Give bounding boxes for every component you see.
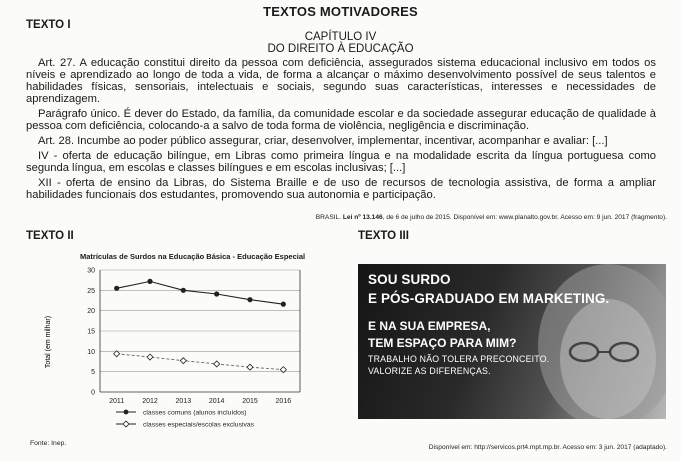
enrollment-chart (30, 262, 330, 452)
chart-series (114, 279, 287, 373)
chart-legend (116, 410, 255, 429)
legend-marker-2 (123, 421, 129, 427)
chart-title: Matrículas de Surdos na Educação Básica - Educação Especial (80, 252, 306, 261)
series-2-point-2014 (214, 361, 220, 367)
series-2-point-2012 (147, 354, 153, 360)
series-1-point-2016 (281, 302, 286, 307)
x-tick-2015: 2015 (242, 398, 258, 405)
x-tick-labels (109, 398, 291, 405)
series-1-point-2015 (247, 297, 252, 302)
y-tick-0: 0 (91, 389, 95, 397)
y-axis-label: Total (em milhar) (45, 315, 52, 369)
texto3-source: Disponível em: http://servicos.prt4.mpt.mp.br. Acesso em: 3 jun. 2017 (adaptado). (428, 444, 667, 451)
texto1-label: TEXTO I (26, 19, 71, 31)
chapter-title: DO DIREITO À EDUCAÇÃO (267, 43, 414, 55)
ad-message-2: VALORIZE AS DIFERENÇAS. (368, 366, 491, 376)
y-tick-15: 15 (87, 328, 95, 336)
legend-marker-1 (124, 410, 129, 415)
legend-label-1: classes comuns (alunos incluídos) (143, 409, 247, 417)
x-tick-2014: 2014 (208, 398, 225, 405)
ad-headline-1: SOU SURDO (368, 272, 451, 287)
x-tick-2011: 2011 (109, 398, 125, 405)
chapter-heading: CAPÍTULO IV (304, 31, 377, 43)
series-2-point-2015 (247, 364, 253, 370)
paragraph-iv: IV - oferta de educação bilíngue, em Libras como primeira língua e na modalidade escrita da língua portuguesa como segunda língua, em escolas e classes bilíngues e em escolas inclusivas; [...] (26, 150, 656, 174)
ad-headline-2: E PÓS-GRADUADO EM MARKETING. (368, 291, 610, 306)
texto1-body (26, 57, 656, 204)
y-tick-10: 10 (87, 348, 95, 356)
texto2-source: Fonte: Inep. (30, 440, 67, 447)
paragraph-unico: Parágrafo único. É dever do Estado, da família, da comunidade escolar e da sociedade assegurar educação de qualidade à pessoa com deficiência, colocando-a a salvo de toda forma de violência, negligência e discriminação. (26, 108, 656, 132)
y-tick-20: 20 (87, 308, 95, 316)
legend-label-2: classes especiais/escolas exclusivas (143, 421, 255, 429)
x-tick-2013: 2013 (175, 398, 192, 405)
series-2-line (117, 354, 284, 370)
series-1-line (117, 281, 284, 304)
series-1-point-2013 (181, 288, 186, 293)
page-title: TEXTOS MOTIVADORES (263, 4, 418, 19)
series-2-point-2013 (180, 358, 186, 364)
y-tick-30: 30 (87, 267, 95, 275)
ad-message-1: TRABALHO NÃO TOLERA PRECONCEITO. (368, 354, 550, 364)
series-1-point-2011 (114, 286, 119, 291)
paragraph-art28: Art. 28. Incumbe ao poder público assegurar, criar, desenvolver, implementar, incentivar, acompanhar e avaliar: [...] (38, 135, 608, 147)
x-tick-2012: 2012 (142, 398, 158, 405)
y-tick-25: 25 (87, 287, 95, 295)
x-tick-2016: 2016 (275, 398, 292, 405)
paragraph-art27: Art. 27. A educação constitui direito da pessoa com deficiência, assegurados sistema educacional inclusivo em todos os níveis e aprendizado ao longo de toda a vida, de forma a alcançar o máximo desenvolvimento possível de seus talentos e habilidades físicas, sensoriais, intelectuais e sociais, segundo suas características, interesses e necessidades de aprendizagem. (26, 57, 656, 105)
texto1-source: BRASIL. Lei nº 13.146, de 6 de julho de 2015. Disponível em: www.planalto.gov.br. Acesso em: 9 jun. 2017 (fragmento). (315, 214, 667, 221)
y-tick-labels (87, 268, 95, 397)
texto3-label: TEXTO III (358, 230, 409, 242)
y-tick-5: 5 (91, 369, 95, 377)
campaign-ad-image (358, 264, 666, 419)
series-2-point-2011 (114, 351, 120, 357)
paragraph-xii: XII - oferta de ensino da Libras, do Sistema Braille e de uso de recursos de tecnologia assistiva, de forma a ampliar habilidades funcionais dos estudantes, promovendo sua autonomia e participação. (26, 177, 656, 201)
series-1-point-2012 (147, 279, 152, 284)
series-1-point-2014 (214, 291, 219, 296)
ad-question-1: E NA SUA EMPRESA, (368, 319, 491, 333)
ad-question-2: TEM ESPAÇO PARA MIM? (368, 336, 517, 350)
texto2-label: TEXTO II (26, 230, 74, 242)
